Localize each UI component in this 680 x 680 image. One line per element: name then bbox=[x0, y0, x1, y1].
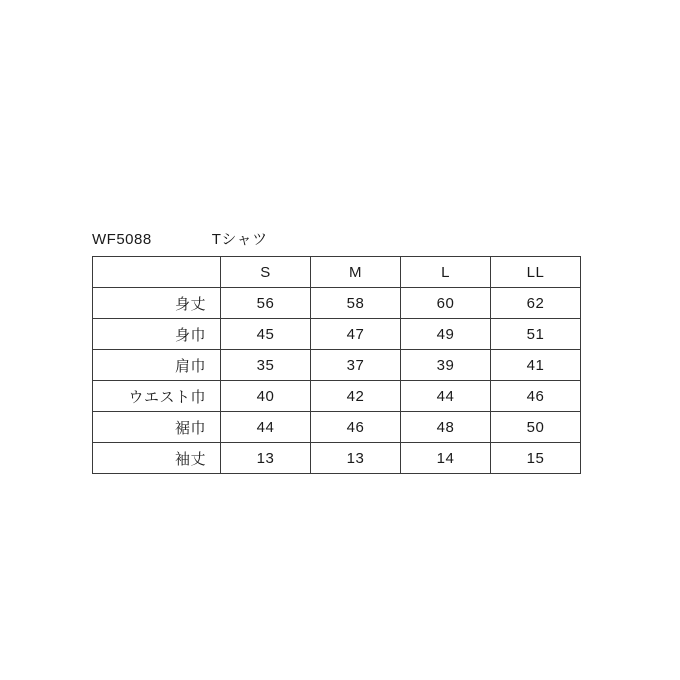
table-row bbox=[93, 381, 581, 412]
size-table-container bbox=[92, 256, 580, 474]
product-name: Tシャツ bbox=[211, 231, 268, 248]
table-header-row bbox=[93, 257, 581, 288]
cell-waist-width-s: 40 bbox=[221, 381, 311, 412]
table-row bbox=[93, 443, 581, 474]
cell-shoulder-width-ll: 41 bbox=[491, 350, 581, 381]
cell-waist-width-m: 42 bbox=[311, 381, 401, 412]
cell-shoulder-width-m: 37 bbox=[311, 350, 401, 381]
cell-waist-width-ll: 46 bbox=[491, 381, 581, 412]
table-row bbox=[93, 350, 581, 381]
cell-hem-width-ll: 50 bbox=[491, 412, 581, 443]
cell-shoulder-width-l: 39 bbox=[401, 350, 491, 381]
row-label-shoulder-width: 肩巾 bbox=[93, 350, 221, 381]
column-header-s: S bbox=[221, 257, 311, 288]
cell-body-length-l: 60 bbox=[401, 288, 491, 319]
product-code: WF5088 bbox=[92, 231, 152, 248]
row-label-waist-width: ウエスト巾 bbox=[93, 381, 221, 412]
cell-body-width-ll: 51 bbox=[491, 319, 581, 350]
cell-hem-width-l: 48 bbox=[401, 412, 491, 443]
row-label-body-width: 身巾 bbox=[93, 319, 221, 350]
cell-sleeve-length-l: 14 bbox=[401, 443, 491, 474]
column-header-m: M bbox=[311, 257, 401, 288]
table-row bbox=[93, 288, 581, 319]
cell-body-width-l: 49 bbox=[401, 319, 491, 350]
cell-body-length-ll: 62 bbox=[491, 288, 581, 319]
cell-sleeve-length-m: 13 bbox=[311, 443, 401, 474]
column-header-ll: LL bbox=[491, 257, 581, 288]
cell-hem-width-m: 46 bbox=[311, 412, 401, 443]
cell-body-length-m: 58 bbox=[311, 288, 401, 319]
cell-sleeve-length-ll: 15 bbox=[491, 443, 581, 474]
table-row bbox=[93, 319, 581, 350]
cell-body-width-s: 45 bbox=[221, 319, 311, 350]
row-label-sleeve-length: 袖丈 bbox=[93, 443, 221, 474]
chart-header bbox=[92, 228, 268, 249]
size-table bbox=[92, 256, 581, 474]
cell-shoulder-width-s: 35 bbox=[221, 350, 311, 381]
column-header-l: L bbox=[401, 257, 491, 288]
row-label-body-length: 身丈 bbox=[93, 288, 221, 319]
table-corner-cell bbox=[93, 257, 221, 288]
row-label-hem-width: 裾巾 bbox=[93, 412, 221, 443]
cell-body-length-s: 56 bbox=[221, 288, 311, 319]
cell-sleeve-length-s: 13 bbox=[221, 443, 311, 474]
cell-waist-width-l: 44 bbox=[401, 381, 491, 412]
cell-hem-width-s: 44 bbox=[221, 412, 311, 443]
cell-body-width-m: 47 bbox=[311, 319, 401, 350]
table-row bbox=[93, 412, 581, 443]
